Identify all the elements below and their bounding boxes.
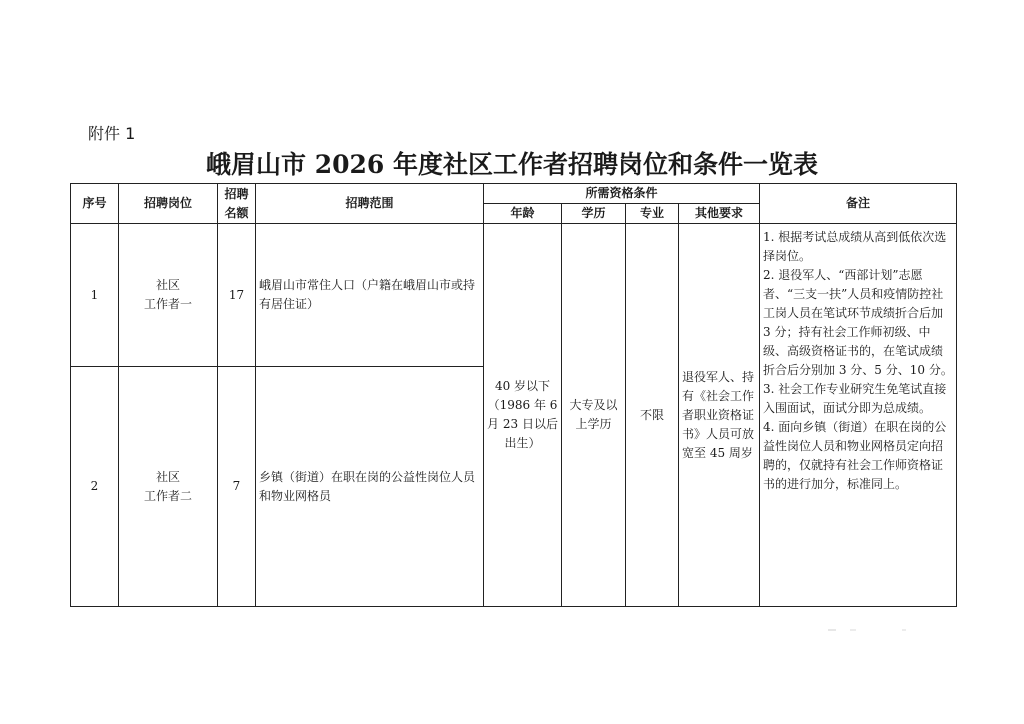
row-position [119,367,218,607]
header-major: 专业 [626,204,679,224]
header-quota-line2: 名额 [224,205,249,220]
cell-age: 40 岁以下（1986 年 6 月 23 日以后出生） [484,224,562,607]
row-position [119,224,218,367]
row-scope: 乡镇（街道）在职在岗的公益性岗位人员和物业网格员 [256,367,484,607]
remark-item: 4. 面向乡镇（街道）在职在岗的公益性岗位人员和物业网格员定向招聘的，仅就持有社会工作师资格证书的进行加分，标准同上。 [763,420,947,491]
document-title: 峨眉山市 2026 年度社区工作者招聘岗位和条件一览表 [206,150,818,179]
cell-education: 大专及以上学历 [562,224,626,607]
cell-other: 退役军人、持有《社会工作者职业资格证书》人员可放宽至 45 周岁 [679,224,760,607]
scan-mark [828,628,908,632]
header-scope: 招聘范围 [256,184,484,224]
attachment-label: 附件 1 [88,124,136,143]
header-age: 年龄 [484,204,562,224]
remark-item: 2. 退役军人、“西部计划”志愿者、“三支一扶”人员和疫情防控社工岗人员在笔试环节成绩折合后加 3 分；持有社会工作师初级、中级、高级资格证书的，在笔试成绩折合后分别加 3 分、5 分、10 分。 [763,268,953,377]
recruitment-table [70,183,957,607]
cell-major: 不限 [626,224,679,607]
remark-item: 3. 社会工作专业研究生免笔试直接入围面试，面试分即为总成绩。 [763,382,947,415]
header-seq: 序号 [71,184,119,224]
row-position-line2: 工作者一 [143,297,192,311]
header-other: 其他要求 [679,204,760,224]
row-position-line1: 社区 [155,469,180,484]
row-scope: 峨眉山市常住人口（户籍在峨眉山市或持有居住证） [256,224,484,367]
header-education: 学历 [562,204,626,224]
row-position-line2: 工作者二 [143,488,192,503]
row-seq: 1 [71,224,119,367]
header-remarks: 备注 [760,184,957,224]
row-quota: 17 [218,224,256,367]
row-quota: 7 [218,367,256,607]
row-position-line1: 社区 [155,278,180,292]
table-row [71,224,957,367]
remark-item: 1. 根据考试总成绩从高到低依次选择岗位。 [763,230,947,263]
header-qualifications: 所需资格条件 [484,184,760,204]
row-seq: 2 [71,367,119,607]
header-position: 招聘岗位 [119,184,218,224]
header-quota [218,184,256,224]
header-quota-line1: 招聘 [224,186,249,201]
cell-remarks [760,224,957,607]
